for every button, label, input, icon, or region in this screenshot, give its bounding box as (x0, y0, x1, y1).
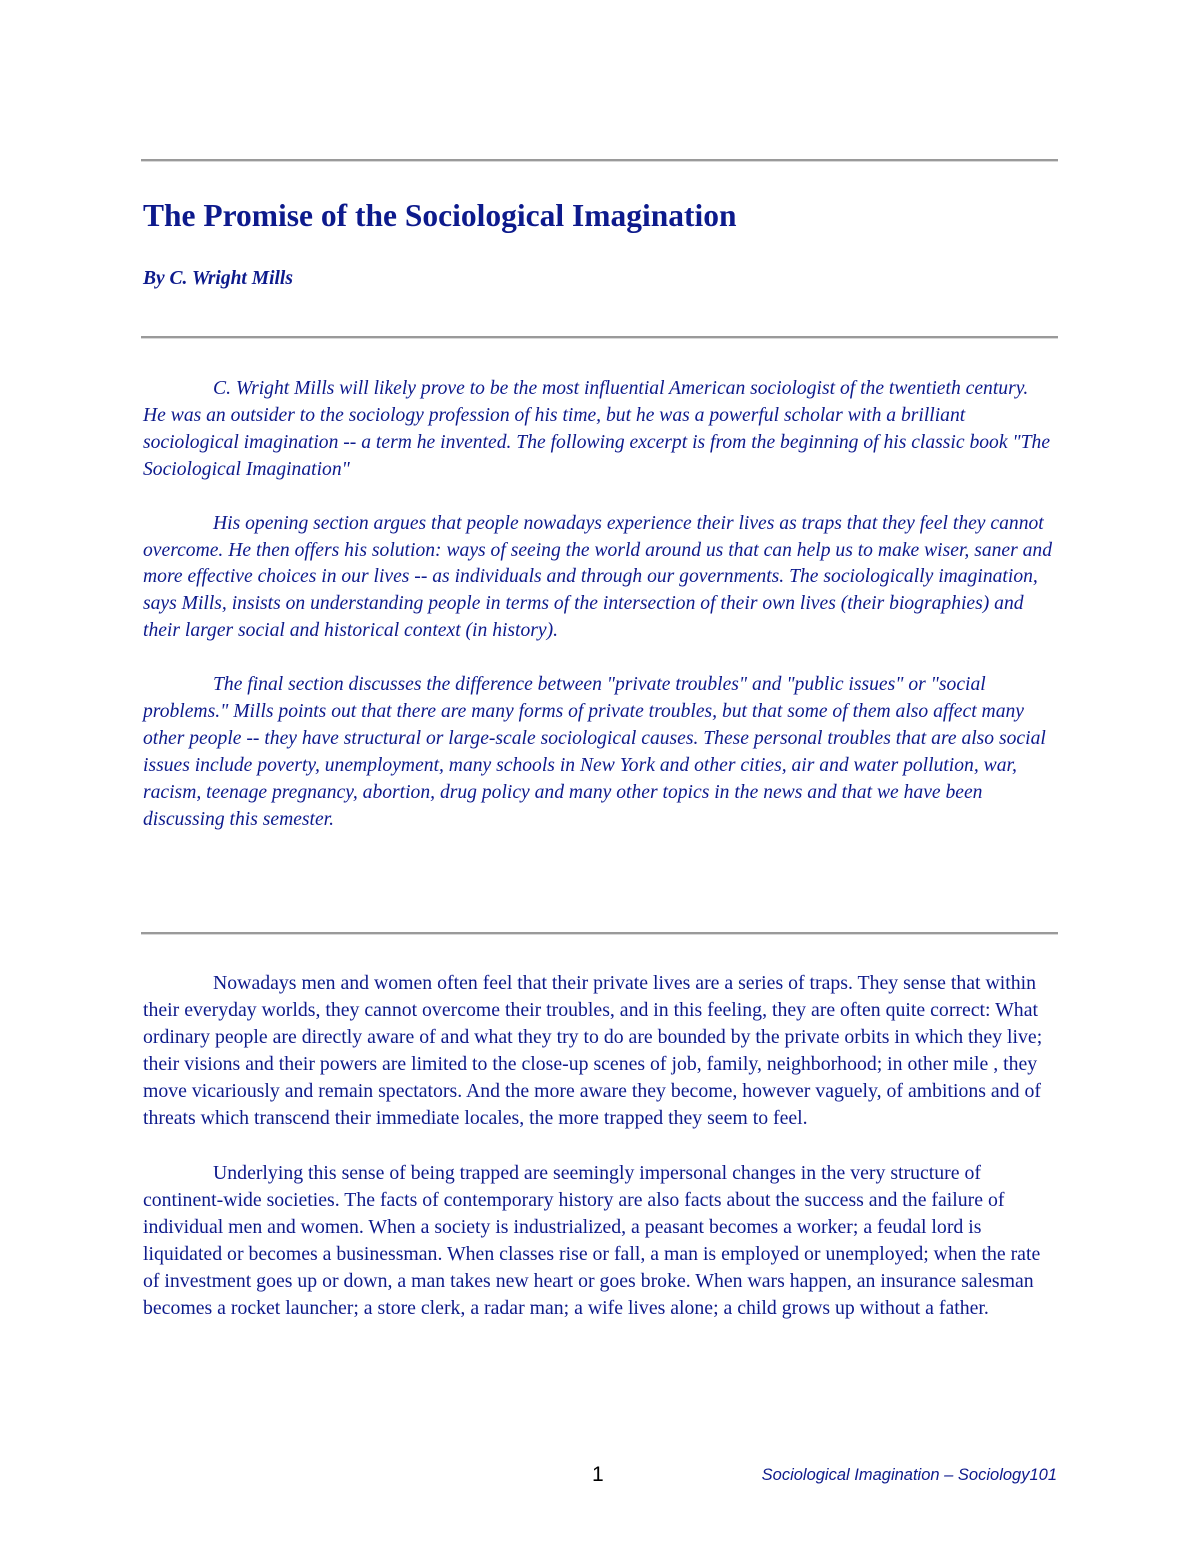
document-title: The Promise of the Sociological Imagination (143, 198, 737, 233)
page-number: 1 (592, 1463, 604, 1486)
running-footer: Sociological Imagination – Sociology101 (761, 1466, 1057, 1484)
header-divider (141, 336, 1058, 339)
intro-paragraph: His opening section argues that people nowadays experience their lives as traps that they feel they cannot overcome. He then offers his solution: ways of seeing the world around us that can help us to make wiser, saner and more effective choices in our lives -- as individuals and through our governments. The sociologically imagination, says Mills, insists on understanding people in terms of the intersection of their own lives (their biographies) and their larger social and historical context (in history). (143, 512, 1053, 642)
author-byline: By C. Wright Mills (143, 268, 293, 289)
excerpt-section (143, 970, 1058, 1349)
intro-paragraph: C. Wright Mills will likely prove to be the most influential American sociologist of the twentieth century. He was an outsider to the sociology profession of his time, but he was a powerful scholar with a brilliant sociological imagination -- a term he invented. The following excerpt is from the beginning of his classic book "The Sociological Imagination" (143, 378, 1051, 480)
section-divider (141, 932, 1058, 935)
body-paragraph: Nowadays men and women often feel that their private lives are a series of traps. They sense that within their everyday worlds, they cannot overcome their troubles, and in this feeling, they are often quite correct: What ordinary people are directly aware of and what they try to do are bounded by the private orbits in which they live; their visions and their powers are limited to the close-up scenes of job, family, neighborhood; in other mile , they move vicariously and remain spectators. And the more aware they become, however vaguely, of ambitions and of threats which transcend their immediate locales, the more trapped they seem to feel. (143, 972, 1043, 1130)
intro-paragraph: The final section discusses the difference between "private troubles" and "public issues" or "social problems." Mills points out that there are many forms of private troubles, but that some of them also affect many other people -- they have structural or large-scale sociological causes. These personal troubles that are also social issues include poverty, unemployment, many schools in New York and other cities, air and water pollution, war, racism, teenage pregnancy, abortion, drug policy and many other topics in the news and that we have been discussing this semester. (143, 674, 1046, 830)
introduction-section (143, 376, 1053, 861)
body-paragraph: Underlying this sense of being trapped are seemingly impersonal changes in the very structure of continent-wide societies. The facts of contemporary history are also facts about the success and the failure of individual men and women. When a society is industrialized, a peasant becomes a worker; a feudal lord is liquidated or becomes a businessman. When classes rise or fall, a man is employed or unemployed; when the rate of investment goes up or down, a man takes new heart or goes broke. When wars happen, an insurance salesman becomes a rocket launcher; a store clerk, a radar man; a wife lives alone; a child grows up without a father. (143, 1161, 1041, 1320)
top-divider (141, 159, 1058, 162)
